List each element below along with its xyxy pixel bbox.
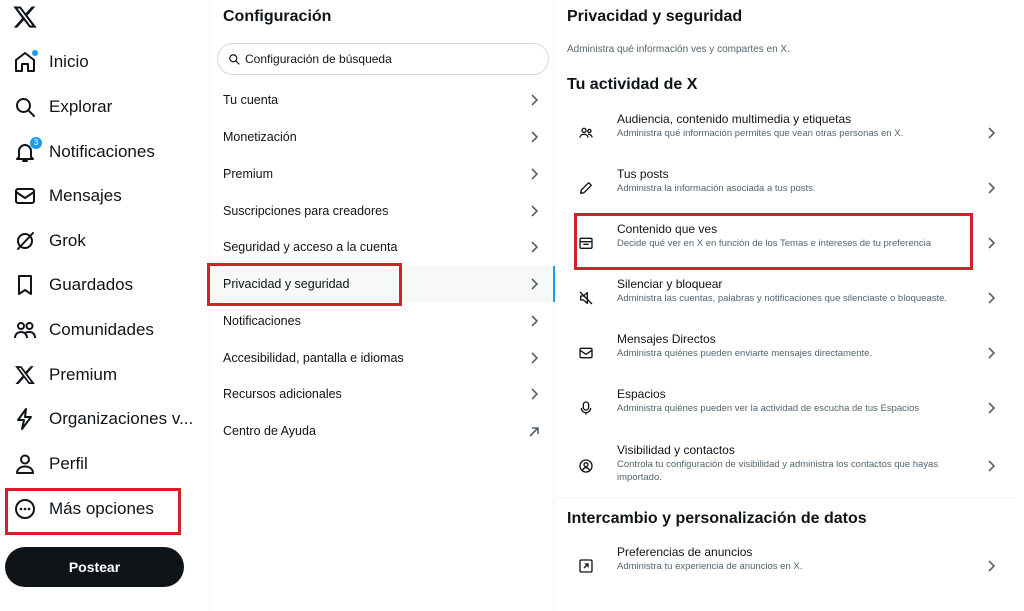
section-heading-data: Intercambio y personalización de datos	[567, 510, 867, 527]
external-link-icon	[528, 424, 540, 438]
settings-item-tu-cuenta[interactable]	[211, 82, 554, 118]
chevron-right-icon	[985, 459, 997, 473]
nav-item-notificaciones[interactable]	[10, 132, 200, 172]
chevron-right-icon	[985, 181, 997, 195]
nav-label: Notificaciones	[49, 142, 155, 161]
settings-item-label: Monetización	[223, 130, 297, 144]
row-description: Decide qué ver en X en función de los Temas e intereses de tu preferencia	[617, 238, 932, 249]
settings-item-premium[interactable]	[211, 156, 554, 192]
chevron-right-icon	[528, 167, 540, 181]
notification-badge: 3	[30, 137, 42, 149]
settings-item-label: Centro de Ayuda	[223, 424, 316, 438]
row-description: Administra las cuentas, palabras y notificaciones que silenciaste o bloqueaste.	[617, 293, 948, 304]
privacy-description: Administra qué información ves y compartes en X.	[567, 44, 790, 55]
settings-search[interactable]	[217, 43, 549, 75]
chevron-right-icon	[985, 291, 997, 305]
x-logo-icon[interactable]	[12, 4, 38, 30]
microphone-icon	[578, 400, 594, 416]
privacy-row-visibilidad[interactable]	[555, 436, 1015, 496]
nav-label: Organizaciones v...	[49, 409, 194, 428]
settings-title: Configuración	[223, 8, 332, 25]
settings-item-notificaciones[interactable]	[211, 303, 554, 339]
row-title: Espacios	[617, 387, 666, 401]
home-icon	[12, 49, 38, 75]
new-content-dot	[32, 50, 38, 56]
nav-item-inicio[interactable]	[10, 42, 200, 82]
chevron-right-icon	[528, 277, 540, 291]
privacy-row-tus-posts[interactable]	[555, 160, 1015, 215]
settings-item-label: Privacidad y seguridad	[223, 277, 350, 291]
chevron-right-icon	[528, 351, 540, 365]
nav-label: Inicio	[49, 52, 89, 71]
nav-label: Mensajes	[49, 186, 122, 205]
privacy-title: Privacidad y seguridad	[567, 8, 743, 25]
settings-item-suscripciones[interactable]	[211, 193, 554, 229]
nav-label: Comunidades	[49, 320, 154, 339]
mute-icon	[578, 290, 594, 306]
nav-item-premium[interactable]	[10, 355, 200, 395]
chevron-right-icon	[528, 387, 540, 401]
person-icon	[12, 451, 38, 477]
nav-label: Guardados	[49, 275, 134, 294]
nav-label: Perfil	[49, 454, 88, 473]
privacy-row-anuncios[interactable]	[555, 538, 1015, 593]
settings-item-label: Accesibilidad, pantalla e idiomas	[223, 351, 404, 365]
row-description: Administra qué información permites que vean otras personas en X.	[617, 128, 904, 139]
chevron-right-icon	[528, 204, 540, 218]
nav-item-organizaciones[interactable]	[10, 399, 200, 439]
settings-item-label: Suscripciones para creadores	[223, 204, 389, 218]
communities-icon	[12, 317, 38, 343]
row-description: Administra la información asociada a tus posts.	[617, 183, 816, 194]
search-icon	[228, 53, 240, 65]
x-logo-icon	[12, 362, 38, 388]
nav-label: Más opciones	[49, 499, 154, 518]
privacy-row-espacios[interactable]	[555, 380, 1015, 435]
nav-item-comunidades[interactable]	[10, 310, 200, 350]
settings-item-label: Seguridad y acceso a la cuenta	[223, 240, 398, 254]
bookmark-icon	[12, 272, 38, 298]
chevron-right-icon	[528, 314, 540, 328]
nav-label: Premium	[49, 365, 118, 384]
privacy-row-silenciar[interactable]	[555, 270, 1015, 325]
privacy-row-audiencia[interactable]	[555, 105, 1015, 160]
lightning-icon	[12, 406, 38, 432]
bell-icon	[12, 139, 38, 165]
settings-search-input[interactable]	[245, 52, 525, 66]
nav-item-guardados[interactable]	[10, 265, 200, 305]
nav-item-mensajes[interactable]	[10, 176, 200, 216]
row-description: Controla tu configuración de visibilidad y administra los contactos que hayas importado.	[617, 459, 939, 483]
search-icon	[12, 94, 38, 120]
people-icon	[578, 125, 594, 141]
row-title: Contenido que ves	[617, 222, 718, 236]
row-title: Audiencia, contenido multimedia y etiquetas	[617, 112, 852, 126]
nav-item-grok[interactable]	[10, 221, 200, 261]
row-description: Administra quiénes pueden enviarte mensajes directamente.	[617, 348, 873, 359]
chevron-right-icon	[528, 130, 540, 144]
ad-icon	[578, 558, 594, 574]
settings-item-label: Recursos adicionales	[223, 387, 342, 401]
settings-item-monetizacion[interactable]	[211, 119, 554, 155]
row-title: Mensajes Directos	[617, 332, 716, 346]
privacy-row-mensajes[interactable]	[555, 325, 1015, 380]
settings-item-seguridad[interactable]	[211, 229, 554, 265]
contacts-icon	[578, 458, 594, 474]
privacy-panel	[555, 0, 1024, 611]
envelope-icon	[578, 345, 594, 361]
chevron-right-icon	[528, 93, 540, 107]
chevron-right-icon	[985, 401, 997, 415]
row-title: Silenciar y bloquear	[617, 277, 723, 291]
row-title: Visibilidad y contactos	[617, 443, 735, 457]
settings-item-centro-ayuda[interactable]	[211, 413, 554, 449]
settings-item-label: Notificaciones	[223, 314, 301, 328]
settings-item-label: Premium	[223, 167, 274, 181]
grok-icon	[12, 228, 38, 254]
settings-item-recursos[interactable]	[211, 376, 554, 412]
envelope-icon	[12, 183, 38, 209]
settings-item-accesibilidad[interactable]	[211, 340, 554, 376]
row-description: Administra quiénes pueden ver la actividad de escucha de tus Espacios	[617, 403, 920, 414]
highlight-box-more-options	[5, 488, 181, 535]
highlight-box-content	[574, 213, 973, 270]
pencil-icon	[578, 180, 594, 196]
chevron-right-icon	[985, 126, 997, 140]
highlight-box-privacy	[207, 263, 402, 306]
chevron-right-icon	[985, 236, 997, 250]
nav-item-explorar[interactable]	[10, 87, 200, 127]
chevron-right-icon	[528, 240, 540, 254]
nav-item-perfil[interactable]	[10, 444, 200, 484]
row-title: Tus posts	[617, 167, 669, 181]
nav-label: Explorar	[49, 97, 113, 116]
chevron-right-icon	[985, 346, 997, 360]
row-title: Preferencias de anuncios	[617, 545, 753, 559]
section-divider	[555, 497, 1015, 498]
chevron-right-icon	[985, 559, 997, 573]
section-heading-activity: Tu actividad de X	[567, 76, 698, 93]
nav-label: Grok	[49, 231, 86, 250]
post-button[interactable]: Postear	[5, 547, 184, 587]
settings-item-label: Tu cuenta	[223, 93, 279, 107]
row-description: Administra tu experiencia de anuncios en X.	[617, 561, 803, 572]
